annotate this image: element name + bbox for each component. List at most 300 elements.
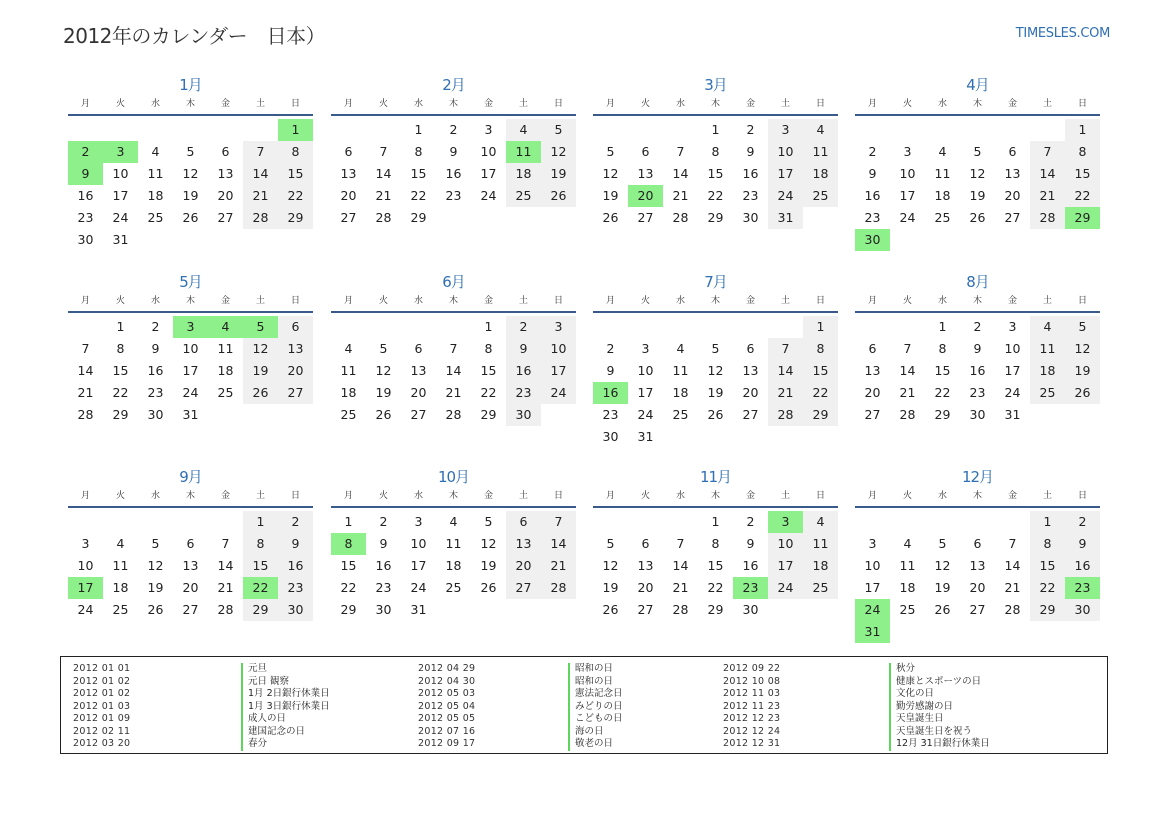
day-cell: 27 xyxy=(742,407,759,422)
weekday-label: 土 xyxy=(255,491,265,501)
weekday-label: 月 xyxy=(80,99,90,109)
day-cell: 14 xyxy=(672,558,689,573)
empty-cell xyxy=(138,119,173,141)
day-cell: 29 xyxy=(112,407,129,422)
weekday-label: 金 xyxy=(483,296,493,306)
weekday-label: 土 xyxy=(780,491,790,501)
weekday-label: 金 xyxy=(483,491,493,501)
empty-cell xyxy=(890,119,925,141)
day-cell: 1 xyxy=(711,122,720,137)
holiday-date: 2012 05 05 xyxy=(418,713,476,724)
empty-cell xyxy=(68,316,103,338)
day-cell: 27 xyxy=(217,210,234,225)
empty-cell xyxy=(855,316,890,338)
empty-cell xyxy=(628,316,663,338)
holiday-day-cell: 29 xyxy=(1065,207,1100,229)
day-cell: 14 xyxy=(375,166,392,181)
weekday-label: 火 xyxy=(115,491,125,501)
day-cell: 27 xyxy=(969,602,986,617)
day-cell: 27 xyxy=(506,577,541,599)
day-cell: 16 xyxy=(864,188,881,203)
weekday-label: 月 xyxy=(80,296,90,306)
weekday-label: 金 xyxy=(1007,99,1017,109)
day-cell: 11 xyxy=(147,166,164,181)
weekday-label: 火 xyxy=(902,99,912,109)
day-cell: 6 xyxy=(641,536,650,551)
day-cell: 20 xyxy=(864,385,881,400)
weekday-label: 日 xyxy=(553,491,563,501)
holiday-name: 元日 観察 xyxy=(241,676,289,689)
weekday-label: 日 xyxy=(1077,296,1087,306)
day-cell: 21 xyxy=(77,385,94,400)
weekday-header xyxy=(68,293,313,309)
day-cell: 28 xyxy=(243,207,278,229)
empty-cell xyxy=(173,119,208,141)
holiday-list xyxy=(60,656,1108,754)
weekday-label: 木 xyxy=(710,99,720,109)
month-block xyxy=(855,466,1100,643)
day-cell: 1 xyxy=(116,319,125,334)
day-cell: 25 xyxy=(217,385,234,400)
day-cell: 21 xyxy=(1030,185,1065,207)
day-cell: 26 xyxy=(182,210,199,225)
day-cell: 11 xyxy=(340,363,357,378)
day-cell: 16 xyxy=(1065,555,1100,577)
holiday-name: 天皇誕生日を祝う xyxy=(889,726,972,739)
empty-cell xyxy=(995,511,1030,533)
weekday-label: 木 xyxy=(710,491,720,501)
day-cell: 30 xyxy=(969,407,986,422)
weekday-label: 金 xyxy=(745,491,755,501)
holiday-day-cell: 1 xyxy=(278,119,313,141)
day-cell: 5 xyxy=(484,514,493,529)
month-name: 11月 xyxy=(699,468,732,486)
holiday-date: 2012 11 03 xyxy=(723,688,781,699)
day-cell: 31 xyxy=(768,207,803,229)
day-cell: 30 xyxy=(1065,599,1100,621)
weekday-label: 日 xyxy=(1077,99,1087,109)
day-cell: 25 xyxy=(803,577,838,599)
day-cell: 6 xyxy=(973,536,982,551)
day-cell: 7 xyxy=(1008,536,1017,551)
weekday-label: 水 xyxy=(937,296,947,306)
day-cell: 10 xyxy=(410,536,427,551)
holiday-day-cell: 20 xyxy=(628,185,663,207)
holiday-name: 海の日 xyxy=(568,726,604,739)
holiday-name: こどもの日 xyxy=(568,713,623,726)
day-cell: 17 xyxy=(637,385,654,400)
weekday-label: 木 xyxy=(185,491,195,501)
month-name: 4月 xyxy=(966,76,989,94)
holiday-name: 文化の日 xyxy=(889,688,934,701)
day-cell: 12 xyxy=(182,166,199,181)
weekday-label: 水 xyxy=(413,491,423,501)
empty-cell xyxy=(663,316,698,338)
header-divider xyxy=(593,114,838,116)
day-cell: 23 xyxy=(278,577,313,599)
weekday-label: 金 xyxy=(220,99,230,109)
day-cell: 29 xyxy=(707,602,724,617)
day-cell: 23 xyxy=(969,385,986,400)
day-cell: 7 xyxy=(1030,141,1065,163)
weekday-label: 水 xyxy=(675,296,685,306)
weekday-label: 土 xyxy=(518,491,528,501)
day-cell: 17 xyxy=(182,363,199,378)
month-block xyxy=(593,271,838,448)
empty-cell xyxy=(890,511,925,533)
day-cell: 26 xyxy=(375,407,392,422)
empty-cell xyxy=(1030,119,1065,141)
day-cell: 4 xyxy=(344,341,353,356)
day-cell: 6 xyxy=(746,341,755,356)
empty-cell xyxy=(243,119,278,141)
holiday-name: 秋分 xyxy=(889,663,915,676)
day-cell: 12 xyxy=(602,558,619,573)
day-cell: 25 xyxy=(899,602,916,617)
day-cell: 24 xyxy=(77,602,94,617)
weekday-label: 木 xyxy=(972,491,982,501)
day-cell: 31 xyxy=(182,407,199,422)
day-cell: 15 xyxy=(410,166,427,181)
weekday-label: 月 xyxy=(605,296,615,306)
day-cell: 21 xyxy=(1004,580,1021,595)
day-cell: 18 xyxy=(899,580,916,595)
day-cell: 16 xyxy=(445,166,462,181)
day-cell: 12 xyxy=(147,558,164,573)
weekday-label: 月 xyxy=(343,491,353,501)
day-cell: 13 xyxy=(182,558,199,573)
holiday-date: 2012 12 23 xyxy=(723,713,781,724)
holiday-day-cell: 3 xyxy=(768,511,803,533)
header-divider xyxy=(855,311,1100,313)
weekday-header xyxy=(68,96,313,112)
day-cell: 30 xyxy=(147,407,164,422)
day-cell: 13 xyxy=(217,166,234,181)
weekday-header xyxy=(593,488,838,504)
day-cell: 9 xyxy=(973,341,982,356)
day-cell: 17 xyxy=(541,360,576,382)
holiday-name: 憲法記念日 xyxy=(568,688,623,701)
weekday-label: 日 xyxy=(290,296,300,306)
month-name: 12月 xyxy=(961,468,994,486)
day-cell: 15 xyxy=(934,363,951,378)
day-grid xyxy=(331,511,576,621)
holiday-day-cell: 23 xyxy=(1065,577,1100,599)
day-cell: 13 xyxy=(410,363,427,378)
day-cell: 12 xyxy=(243,338,278,360)
day-cell: 25 xyxy=(803,185,838,207)
day-cell: 26 xyxy=(602,210,619,225)
day-cell: 8 xyxy=(711,536,720,551)
day-cell: 9 xyxy=(151,341,160,356)
weekday-label: 日 xyxy=(553,296,563,306)
day-cell: 13 xyxy=(340,166,357,181)
day-cell: 21 xyxy=(899,385,916,400)
day-cell: 8 xyxy=(803,338,838,360)
header-divider xyxy=(855,114,1100,116)
header-divider xyxy=(68,506,313,508)
holiday-day-cell: 3 xyxy=(103,141,138,163)
day-cell: 12 xyxy=(707,363,724,378)
day-cell: 5 xyxy=(1065,316,1100,338)
header-divider xyxy=(855,506,1100,508)
holiday-date: 2012 09 22 xyxy=(723,663,781,674)
day-cell: 16 xyxy=(375,558,392,573)
day-cell: 7 xyxy=(379,144,388,159)
day-cell: 6 xyxy=(344,144,353,159)
day-cell: 30 xyxy=(742,210,759,225)
weekday-label: 金 xyxy=(745,296,755,306)
day-cell: 25 xyxy=(112,602,129,617)
holiday-day-cell: 30 xyxy=(855,229,890,251)
weekday-label: 月 xyxy=(80,491,90,501)
day-cell: 28 xyxy=(217,602,234,617)
month-block xyxy=(593,74,838,229)
day-cell: 7 xyxy=(541,511,576,533)
day-cell: 28 xyxy=(375,210,392,225)
weekday-label: 水 xyxy=(413,296,423,306)
day-cell: 7 xyxy=(768,338,803,360)
header-divider xyxy=(331,114,576,116)
day-cell: 13 xyxy=(637,166,654,181)
day-cell: 5 xyxy=(541,119,576,141)
weekday-label: 水 xyxy=(150,491,160,501)
day-cell: 1 xyxy=(1030,511,1065,533)
holiday-name: 春分 xyxy=(241,738,267,751)
weekday-label: 土 xyxy=(1042,491,1052,501)
day-cell: 12 xyxy=(602,166,619,181)
day-cell: 10 xyxy=(768,141,803,163)
day-cell: 17 xyxy=(410,558,427,573)
day-cell: 21 xyxy=(768,382,803,404)
day-cell: 11 xyxy=(217,341,234,356)
day-cell: 8 xyxy=(278,141,313,163)
weekday-label: 土 xyxy=(780,99,790,109)
day-cell: 7 xyxy=(221,536,230,551)
day-cell: 20 xyxy=(410,385,427,400)
day-cell: 22 xyxy=(707,580,724,595)
day-cell: 2 xyxy=(868,144,877,159)
day-cell: 3 xyxy=(768,119,803,141)
day-cell: 25 xyxy=(340,407,357,422)
day-cell: 2 xyxy=(973,319,982,334)
day-cell: 23 xyxy=(506,382,541,404)
empty-cell xyxy=(331,316,366,338)
day-grid xyxy=(331,316,576,426)
day-cell: 18 xyxy=(445,558,462,573)
day-cell: 17 xyxy=(768,555,803,577)
holiday-date: 2012 11 23 xyxy=(723,700,781,712)
empty-cell xyxy=(593,511,628,533)
day-cell: 7 xyxy=(676,536,685,551)
day-cell: 31 xyxy=(1004,407,1021,422)
day-cell: 27 xyxy=(1004,210,1021,225)
day-grid xyxy=(68,119,313,251)
holiday-day-cell: 16 xyxy=(593,382,628,404)
month-block xyxy=(855,271,1100,426)
day-cell: 13 xyxy=(278,338,313,360)
day-cell: 14 xyxy=(243,163,278,185)
day-cell: 6 xyxy=(1008,144,1017,159)
day-cell: 5 xyxy=(606,536,615,551)
weekday-label: 金 xyxy=(745,99,755,109)
day-cell: 18 xyxy=(672,385,689,400)
day-cell: 3 xyxy=(484,122,493,137)
weekday-label: 火 xyxy=(640,491,650,501)
weekday-label: 日 xyxy=(290,491,300,501)
holiday-date: 2012 05 04 xyxy=(418,700,476,712)
weekday-label: 土 xyxy=(518,296,528,306)
empty-cell xyxy=(995,119,1030,141)
day-cell: 18 xyxy=(934,188,951,203)
month-name: 9月 xyxy=(179,468,202,486)
weekday-label: 土 xyxy=(255,99,265,109)
day-cell: 29 xyxy=(278,207,313,229)
empty-cell xyxy=(663,511,698,533)
weekday-header xyxy=(68,488,313,504)
day-cell: 31 xyxy=(112,232,129,247)
day-cell: 22 xyxy=(803,382,838,404)
holiday-date: 2012 12 24 xyxy=(723,725,781,737)
day-cell: 15 xyxy=(340,558,357,573)
day-cell: 20 xyxy=(742,385,759,400)
empty-cell xyxy=(698,316,733,338)
empty-cell xyxy=(768,316,803,338)
empty-cell xyxy=(103,119,138,141)
empty-cell xyxy=(208,511,243,533)
day-cell: 11 xyxy=(1030,338,1065,360)
day-cell: 28 xyxy=(77,407,94,422)
day-cell: 4 xyxy=(506,119,541,141)
day-cell: 14 xyxy=(1030,163,1065,185)
day-cell: 26 xyxy=(934,602,951,617)
day-cell: 7 xyxy=(243,141,278,163)
weekday-label: 月 xyxy=(867,491,877,501)
empty-cell xyxy=(733,316,768,338)
day-cell: 9 xyxy=(868,166,877,181)
day-cell: 18 xyxy=(1030,360,1065,382)
month-name: 5月 xyxy=(179,273,202,291)
day-cell: 23 xyxy=(742,188,759,203)
site-brand[interactable]: TIMESLES.COM xyxy=(1015,26,1110,41)
holiday-date: 2012 01 02 xyxy=(73,688,131,699)
day-cell: 14 xyxy=(445,363,462,378)
holiday-name: 天皇誕生日 xyxy=(889,713,944,726)
day-cell: 14 xyxy=(541,533,576,555)
holiday-name: 元旦 xyxy=(241,663,267,676)
header-divider xyxy=(593,506,838,508)
day-cell: 19 xyxy=(480,558,497,573)
day-cell: 19 xyxy=(375,385,392,400)
day-cell: 25 xyxy=(1030,382,1065,404)
month-name: 10月 xyxy=(437,468,470,486)
day-cell: 23 xyxy=(77,210,94,225)
holiday-day-cell: 3 xyxy=(173,316,208,338)
day-cell: 18 xyxy=(803,555,838,577)
day-cell: 30 xyxy=(77,232,94,247)
day-cell: 2 xyxy=(1065,511,1100,533)
day-cell: 12 xyxy=(1065,338,1100,360)
day-cell: 29 xyxy=(480,407,497,422)
day-cell: 5 xyxy=(379,341,388,356)
day-cell: 2 xyxy=(278,511,313,533)
month-name: 3月 xyxy=(704,76,727,94)
weekday-label: 土 xyxy=(518,99,528,109)
weekday-label: 火 xyxy=(115,99,125,109)
day-cell: 8 xyxy=(116,341,125,356)
day-cell: 1 xyxy=(803,316,838,338)
day-cell: 6 xyxy=(221,144,230,159)
day-cell: 25 xyxy=(445,580,462,595)
day-cell: 2 xyxy=(506,316,541,338)
day-cell: 1 xyxy=(344,514,353,529)
weekday-header xyxy=(593,96,838,112)
holiday-day-cell: 5 xyxy=(243,316,278,338)
day-cell: 4 xyxy=(938,144,947,159)
day-cell: 24 xyxy=(1004,385,1021,400)
holiday-name: 12月 31日銀行休業日 xyxy=(889,738,990,751)
weekday-label: 日 xyxy=(815,296,825,306)
weekday-label: 金 xyxy=(220,491,230,501)
day-cell: 19 xyxy=(147,580,164,595)
header-divider xyxy=(331,311,576,313)
empty-cell xyxy=(925,119,960,141)
day-cell: 14 xyxy=(217,558,234,573)
day-cell: 18 xyxy=(340,385,357,400)
weekday-label: 水 xyxy=(675,491,685,501)
weekday-label: 水 xyxy=(675,99,685,109)
day-cell: 15 xyxy=(243,555,278,577)
day-cell: 19 xyxy=(602,188,619,203)
empty-cell xyxy=(401,316,436,338)
day-cell: 17 xyxy=(1004,363,1021,378)
holiday-date: 2012 07 16 xyxy=(418,725,476,737)
day-cell: 24 xyxy=(637,407,654,422)
day-cell: 20 xyxy=(1004,188,1021,203)
empty-cell xyxy=(855,511,890,533)
day-cell: 19 xyxy=(934,580,951,595)
day-cell: 10 xyxy=(480,144,497,159)
day-cell: 9 xyxy=(1065,533,1100,555)
day-cell: 3 xyxy=(1008,319,1017,334)
weekday-label: 水 xyxy=(937,491,947,501)
day-cell: 6 xyxy=(506,511,541,533)
day-cell: 26 xyxy=(147,602,164,617)
day-cell: 1 xyxy=(484,319,493,334)
day-cell: 3 xyxy=(414,514,423,529)
weekday-label: 木 xyxy=(710,296,720,306)
day-cell: 12 xyxy=(934,558,951,573)
day-cell: 2 xyxy=(449,122,458,137)
holiday-name: 健康とスポーツの日 xyxy=(889,676,981,689)
day-cell: 10 xyxy=(1004,341,1021,356)
day-cell: 23 xyxy=(602,407,619,422)
day-cell: 23 xyxy=(375,580,392,595)
day-cell: 10 xyxy=(541,338,576,360)
day-cell: 7 xyxy=(676,144,685,159)
day-cell: 21 xyxy=(217,580,234,595)
weekday-label: 日 xyxy=(815,99,825,109)
empty-cell xyxy=(925,511,960,533)
day-cell: 5 xyxy=(973,144,982,159)
day-cell: 4 xyxy=(1030,316,1065,338)
day-cell: 23 xyxy=(445,188,462,203)
weekday-label: 日 xyxy=(553,99,563,109)
day-cell: 10 xyxy=(77,558,94,573)
empty-cell xyxy=(103,511,138,533)
day-cell: 19 xyxy=(969,188,986,203)
day-cell: 7 xyxy=(449,341,458,356)
